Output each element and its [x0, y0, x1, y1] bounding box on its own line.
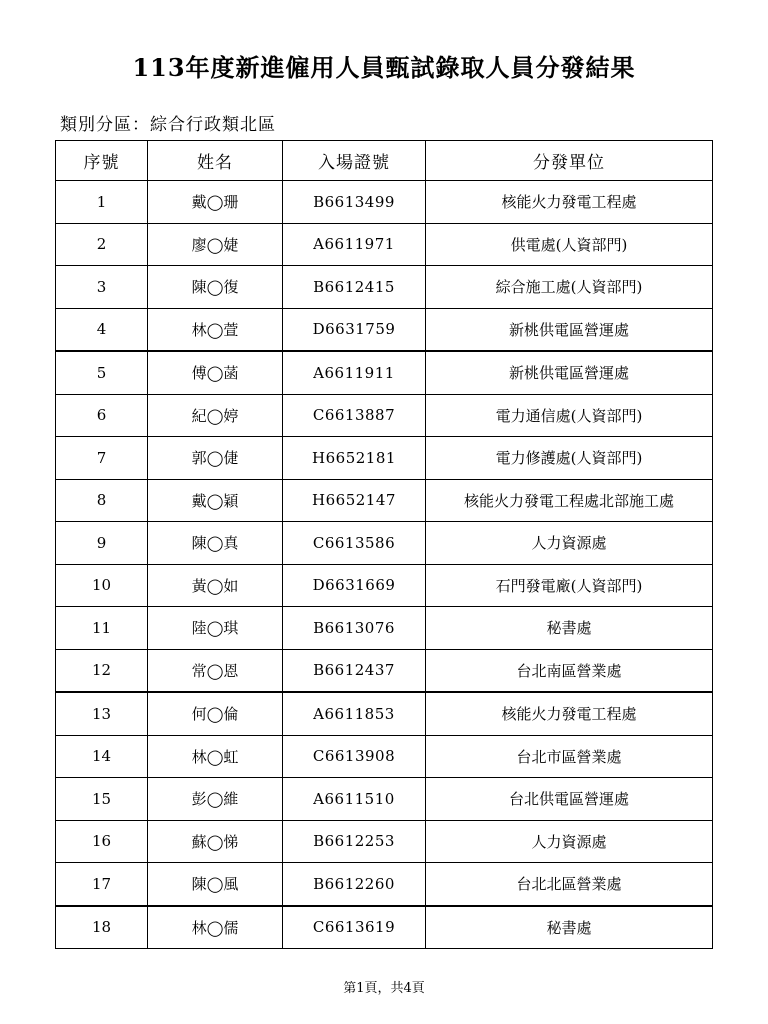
- cell-admission-number: B6612260: [283, 863, 426, 906]
- cell-assigned-unit: 秘書處: [426, 607, 713, 650]
- cell-number: 7: [56, 437, 148, 480]
- cell-admission-number: A6611510: [283, 778, 426, 821]
- table-row: [56, 692, 713, 735]
- cell-admission-number: D6631759: [283, 308, 426, 351]
- table-row: [56, 479, 713, 522]
- cell-number: 14: [56, 735, 148, 778]
- cell-assigned-unit: 新桃供電區營運處: [426, 351, 713, 394]
- cell-admission-number: C6613908: [283, 735, 426, 778]
- cell-name: 常◯恩: [148, 649, 283, 692]
- cell-name: 林◯萱: [148, 308, 283, 351]
- cell-name: 陳◯風: [148, 863, 283, 906]
- table-row: [56, 649, 713, 692]
- cell-number: 11: [56, 607, 148, 650]
- header-number: 序號: [56, 141, 148, 181]
- table-row: [56, 266, 713, 309]
- cell-admission-number: B6612415: [283, 266, 426, 309]
- cell-admission-number: B6612253: [283, 820, 426, 863]
- cell-name: 郭◯倢: [148, 437, 283, 480]
- cell-admission-number: A6611853: [283, 692, 426, 735]
- cell-name: 陸◯琪: [148, 607, 283, 650]
- table-row: [56, 308, 713, 351]
- cell-name: 彭◯維: [148, 778, 283, 821]
- cell-number: 1: [56, 181, 148, 224]
- cell-number: 13: [56, 692, 148, 735]
- cell-assigned-unit: 台北北區營業處: [426, 863, 713, 906]
- document-title: 113年度新進僱用人員甄試錄取人員分發結果: [132, 53, 636, 82]
- header-name: 姓名: [148, 141, 283, 181]
- cell-assigned-unit: 綜合施工處(人資部門): [426, 266, 713, 309]
- cell-name: 紀◯婷: [148, 394, 283, 437]
- cell-assigned-unit: 台北市區營業處: [426, 735, 713, 778]
- cell-name: 蘇◯悌: [148, 820, 283, 863]
- cell-name: 戴◯穎: [148, 479, 283, 522]
- cell-number: 18: [56, 906, 148, 949]
- cell-number: 9: [56, 522, 148, 565]
- cell-admission-number: B6613076: [283, 607, 426, 650]
- cell-assigned-unit: 新桃供電區營運處: [426, 308, 713, 351]
- table-row: [56, 351, 713, 394]
- table-row: [56, 778, 713, 821]
- cell-admission-number: A6611911: [283, 351, 426, 394]
- cell-assigned-unit: 電力修護處(人資部門): [426, 437, 713, 480]
- cell-name: 戴◯珊: [148, 181, 283, 224]
- cell-assigned-unit: 台北南區營業處: [426, 649, 713, 692]
- cell-number: 16: [56, 820, 148, 863]
- header-assigned-unit: 分發單位: [426, 141, 713, 181]
- cell-assigned-unit: 核能火力發電工程處北部施工處: [426, 479, 713, 522]
- cell-name: 陳◯真: [148, 522, 283, 565]
- cell-assigned-unit: 秘書處: [426, 906, 713, 949]
- assignment-table: [55, 140, 713, 949]
- page-footer: 第1頁，共4頁: [343, 981, 425, 996]
- table-row: [56, 522, 713, 565]
- cell-number: 17: [56, 863, 148, 906]
- cell-number: 5: [56, 351, 148, 394]
- cell-name: 林◯虹: [148, 735, 283, 778]
- cell-assigned-unit: 核能火力發電工程處: [426, 181, 713, 224]
- cell-number: 4: [56, 308, 148, 351]
- table-row: [56, 863, 713, 906]
- table-row: [56, 223, 713, 266]
- table-row: [56, 735, 713, 778]
- cell-number: 12: [56, 649, 148, 692]
- cell-name: 林◯儒: [148, 906, 283, 949]
- table-row: [56, 181, 713, 224]
- cell-admission-number: A6611971: [283, 223, 426, 266]
- cell-admission-number: D6631669: [283, 564, 426, 607]
- table-header-row: [56, 141, 713, 181]
- table-row: [56, 394, 713, 437]
- cell-assigned-unit: 台北供電區營運處: [426, 778, 713, 821]
- cell-admission-number: B6612437: [283, 649, 426, 692]
- table-row: [56, 906, 713, 949]
- cell-name: 黃◯如: [148, 564, 283, 607]
- cell-number: 3: [56, 266, 148, 309]
- cell-assigned-unit: 石門發電廠(人資部門): [426, 564, 713, 607]
- cell-number: 2: [56, 223, 148, 266]
- category-label: 類別分區：綜合行政類北區: [60, 115, 276, 135]
- cell-assigned-unit: 電力通信處(人資部門): [426, 394, 713, 437]
- cell-admission-number: H6652181: [283, 437, 426, 480]
- header-admission-number: 入場證號: [283, 141, 426, 181]
- cell-name: 廖◯婕: [148, 223, 283, 266]
- cell-admission-number: C6613887: [283, 394, 426, 437]
- table-row: [56, 607, 713, 650]
- table-row: [56, 820, 713, 863]
- cell-name: 何◯倫: [148, 692, 283, 735]
- cell-assigned-unit: 供電處(人資部門): [426, 223, 713, 266]
- cell-name: 陳◯復: [148, 266, 283, 309]
- cell-number: 8: [56, 479, 148, 522]
- cell-admission-number: B6613499: [283, 181, 426, 224]
- cell-admission-number: C6613619: [283, 906, 426, 949]
- table-row: [56, 564, 713, 607]
- cell-number: 10: [56, 564, 148, 607]
- cell-number: 15: [56, 778, 148, 821]
- cell-name: 傅◯菡: [148, 351, 283, 394]
- cell-assigned-unit: 核能火力發電工程處: [426, 692, 713, 735]
- cell-number: 6: [56, 394, 148, 437]
- cell-admission-number: C6613586: [283, 522, 426, 565]
- cell-admission-number: H6652147: [283, 479, 426, 522]
- table-row: [56, 437, 713, 480]
- cell-assigned-unit: 人力資源處: [426, 522, 713, 565]
- cell-assigned-unit: 人力資源處: [426, 820, 713, 863]
